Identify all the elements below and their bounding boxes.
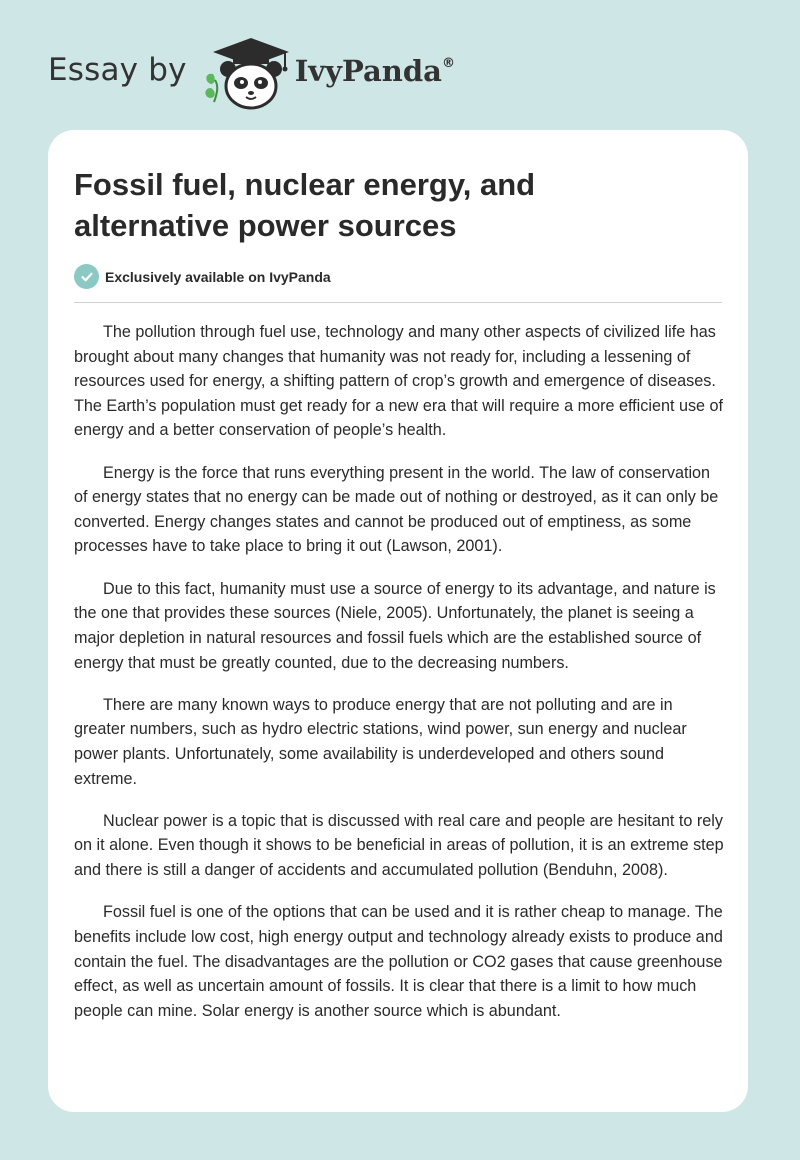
essay-by-label: Essay by xyxy=(48,52,187,88)
site-header xyxy=(48,34,455,114)
paragraph: There are many known ways to produce energy that are not polluting and are in greater numbers, such as hydro electric stations, wind power, sun energy and nuclear power plants. Unfortunately, some availability is underdeveloped and others sound extreme. xyxy=(74,695,687,788)
brand-name: IvyPanda® xyxy=(294,54,455,88)
exclusive-badge xyxy=(74,264,331,289)
check-circle-icon xyxy=(74,264,99,289)
divider xyxy=(74,302,722,303)
paragraph: Nuclear power is a topic that is discussed with real care and people are hesitant to rely on it alone. Even though it shows to be beneficial in areas of pollution, it is an extreme step and there is still a danger of accidents and accumulated pollution (Benduhn, 2008). xyxy=(74,811,724,880)
paragraph: Energy is the force that runs everything present in the world. The law of conservation of energy states that no energy can be made out of nothing or destroyed, as it can only be converted. Energy changes states and cannot be produced out of emptiness, as some processes have to take place to bring it out (Lawson, 2001). xyxy=(74,463,719,556)
registered-mark: ® xyxy=(441,56,455,72)
paragraph: Due to this fact, humanity must use a source of energy to its advantage, and nature is the one that provides these sources (Niele, 2005). Unfortunately, the planet is seeing a major depletion in natural resources and fossil fuels which are the established source of energy that must be greatly counted, due to the decreasing numbers. xyxy=(74,579,716,672)
paragraph: Fossil fuel is one of the options that can be used and it is rather cheap to manage. The benefits include low cost, high energy output and technology already exists to produce and contain the fuel. The disadvantages are the pollution or CO2 gases that cause greenhouse effect, as well as uncertain amount of fossils. It is clear that there is a limit to how much people can mine. Solar energy is another source which is abundant. xyxy=(74,903,723,1020)
essay-title: Fossil fuel, nuclear energy, and alternative power sources xyxy=(74,167,536,243)
essay-card xyxy=(48,130,748,1112)
paragraph: The pollution through fuel use, technology and many other aspects of civilized life has brought about many changes that humanity was not ready for, including a lessening of resources used for energy, a shifting pattern of crop’s growth and emergence of diseases. The Earth’s population must get ready for a new era that will require a more efficient use of energy and a better conservation of people’s health. xyxy=(74,323,724,440)
ivypanda-logo[interactable] xyxy=(201,36,455,112)
badge-label: Exclusively available on IvyPanda xyxy=(105,268,331,285)
panda-graduate-icon xyxy=(201,36,293,112)
essay-body xyxy=(74,320,728,1041)
